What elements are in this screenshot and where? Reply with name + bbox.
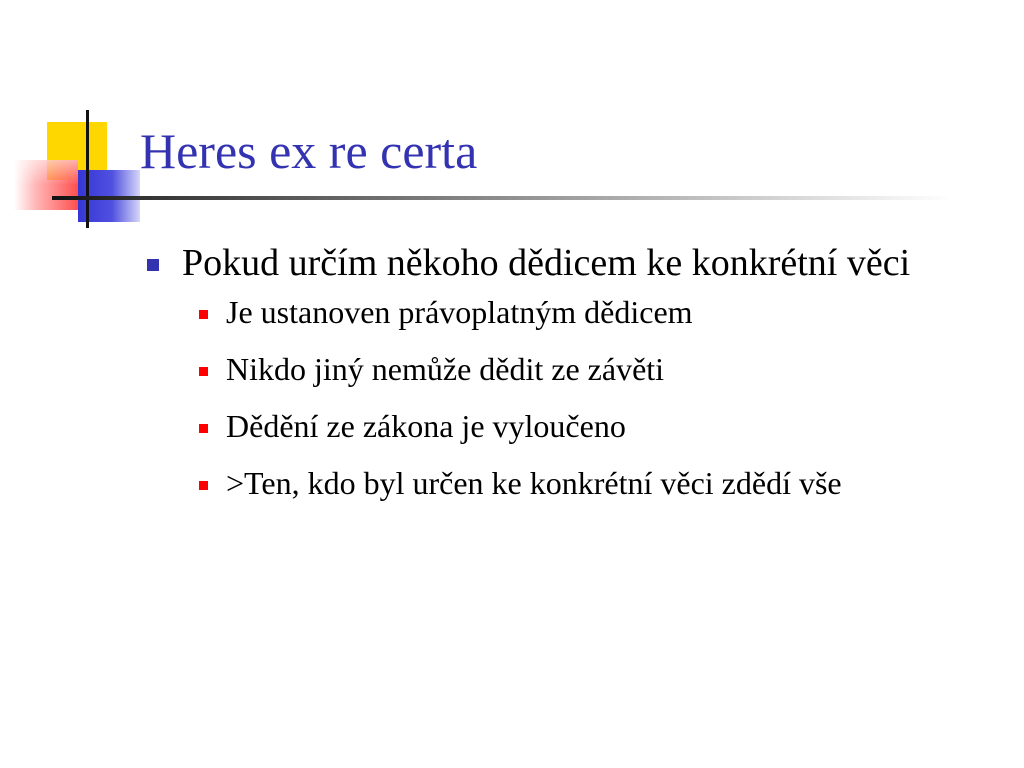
slide-content bbox=[142, 238, 1002, 520]
sub-bullet-list bbox=[142, 292, 1002, 503]
sub-bullet-text: Dědění ze zákona je vyloučeno bbox=[226, 408, 626, 444]
bullet-level2 bbox=[142, 463, 1002, 503]
bullet-level2 bbox=[142, 406, 1002, 446]
decoration-red-highlight bbox=[14, 160, 78, 185]
slide-title: Heres ex re certa bbox=[140, 123, 478, 179]
square-bullet-icon bbox=[199, 481, 208, 490]
bullet-level2 bbox=[142, 349, 1002, 389]
square-bullet-icon bbox=[199, 424, 208, 433]
bullet-level2 bbox=[142, 292, 1002, 332]
bullet-text: Pokud určím někoho dědicem ke konkrétní věci bbox=[182, 242, 911, 284]
sub-bullet-text: >Ten, kdo byl určen ke konkrétní věci zdědí vše bbox=[226, 465, 842, 501]
title-underline bbox=[52, 196, 952, 200]
square-bullet-icon bbox=[199, 310, 208, 319]
sub-bullet-text: Je ustanoven právoplatným dědicem bbox=[226, 294, 693, 330]
square-bullet-icon bbox=[199, 367, 208, 376]
corner-decoration bbox=[0, 0, 150, 240]
bullet-level1 bbox=[142, 238, 1002, 288]
decoration-vertical-line bbox=[86, 110, 89, 228]
sub-bullet-text: Nikdo jiný nemůže dědit ze závěti bbox=[226, 351, 665, 387]
square-bullet-icon bbox=[147, 259, 159, 271]
